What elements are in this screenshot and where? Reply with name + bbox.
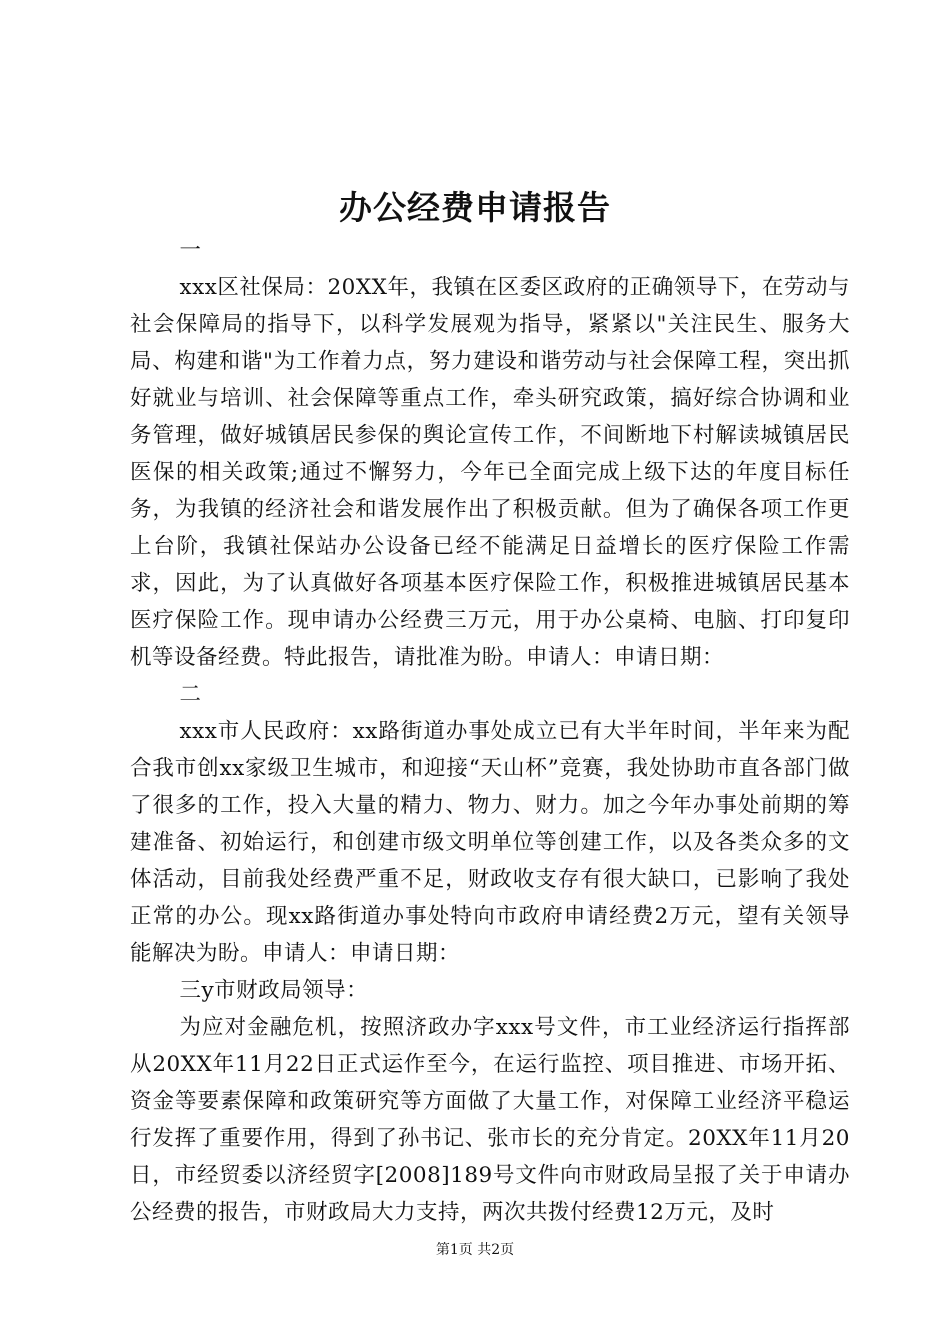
paragraph-2: xxx市人民政府：xx路街道办事处成立已有大半年时间，半年来为配合我市创xx家级卫生城市，和迎接“天山杯”竞赛，我处协助市直各部门做了很多的工作，投入大量的精力、物力、财力。加之今年办事处前期的筹建准备、初始运行，和创建市级文明单位等创建工作，以及各类众多的文体活动，目前我处经费严重不足，财政收支存有很大缺口，已影响了我处正常的办公。现xx路街道办事处特向市政府申请经费2万元，望有关领导能解决为盼。申请人：申请日期：	[130, 719, 850, 966]
page-footer: 第1页 共2页	[435, 1242, 515, 1258]
section-heading-2: 二	[179, 682, 202, 707]
section-heading-1: 一	[179, 238, 202, 263]
document-body	[130, 232, 850, 1231]
paragraph-3: 为应对金融危机，按照济政办字xxx号文件，市工业经济运行指挥部从20XX年11月22日正式运作至今，在运行监控、项目推进、市场开拓、资金等要素保障和政策研究等方面做了大量工作，对保障工业经济平稳运行发挥了重要作用，得到了孙书记、张市长的充分肯定。20XX年11月20日，市经贸委以济经贸字[2008]189号文件向市财政局呈报了关于申请办公经费的报告，市财政局大力支持，两次共拨付经费12万元，及时	[130, 1015, 850, 1225]
section-heading-3: 三y市财政局领导：	[179, 978, 369, 1003]
document-title: 办公经费申请报告	[339, 188, 611, 227]
paragraph-1: xxx区社保局：20XX年，我镇在区委区政府的正确领导下，在劳动与社会保障局的指导下，以科学发展观为指导，紧紧以"关注民生、服务大局、构建和谐"为工作着力点，努力建设和谐劳动与社会保障工程，突出抓好就业与培训、社会保障等重点工作，牵头研究政策，搞好综合协调和业务管理，做好城镇居民参保的舆论宣传工作，不间断地下村解读城镇居民医保的相关政策;通过不懈努力，今年已全面完成上级下达的年度目标任务，为我镇的经济社会和谐发展作出了积极贡献。但为了确保各项工作更上台阶，我镇社保站办公设备已经不能满足日益增长的医疗保险工作需求，因此，为了认真做好各项基本医疗保险工作，积极推进城镇居民基本医疗保险工作。现申请办公经费三万元，用于办公桌椅、电脑、打印复印机等设备经费。特此报告，请批准为盼。申请人：申请日期：	[130, 275, 850, 670]
